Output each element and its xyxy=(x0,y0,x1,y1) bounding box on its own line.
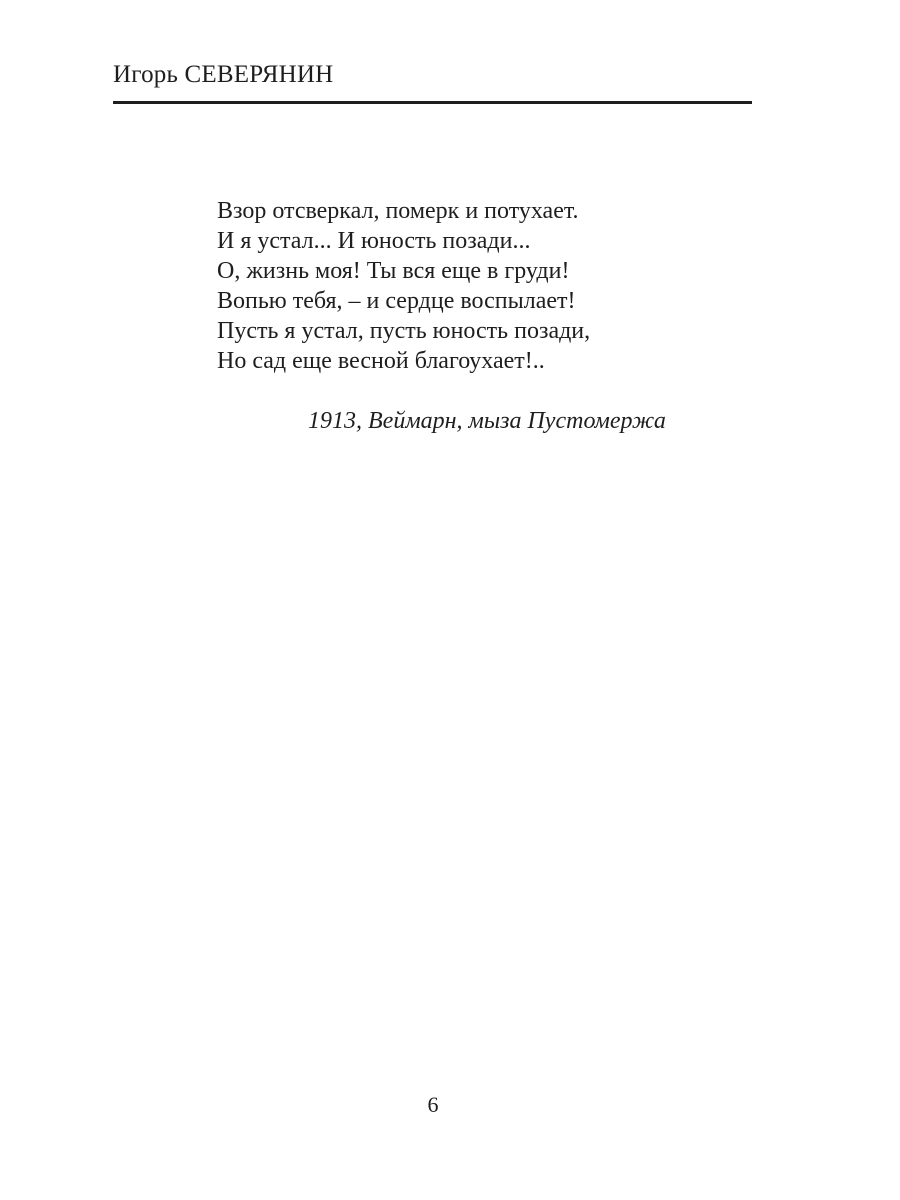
poem-stanza xyxy=(217,196,590,376)
poem-line: Вопью тебя, – и сердце воспылает! xyxy=(217,288,576,314)
running-head-author: Игорь СЕВЕРЯНИН xyxy=(113,61,334,88)
poem-line: Но сад еще весной благоухает!.. xyxy=(217,348,545,374)
header-rule xyxy=(113,101,752,104)
poem-line: Пусть я устал, пусть юность позади, xyxy=(217,318,591,344)
poem-line: Взор отсверкал, померк и потухает. xyxy=(217,198,579,224)
poem-line: И я устал... И юность позади... xyxy=(217,228,531,254)
poem-dateline: 1913, Веймарн, мыза Пустомержа xyxy=(308,408,666,434)
page-number: 6 xyxy=(427,1092,439,1117)
poem-line: О, жизнь моя! Ты вся еще в груди! xyxy=(217,258,570,284)
